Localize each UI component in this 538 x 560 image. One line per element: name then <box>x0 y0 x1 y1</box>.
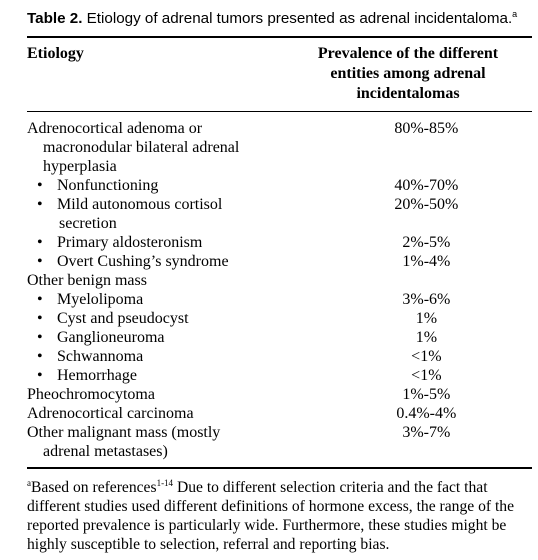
bullet-icon: • <box>37 291 43 308</box>
prevalence-cell: <1% <box>411 348 442 365</box>
footnote-line: different studies used different definitions of hormone excess, the range of the <box>27 498 515 515</box>
prevalence-cell: 20%-50% <box>394 196 459 213</box>
bullet-icon: • <box>37 177 43 194</box>
table-row <box>27 214 532 233</box>
footnote-text: Due to different selection criteria and the fact that <box>173 479 488 496</box>
etiology-cell <box>27 347 321 366</box>
etiology-cell <box>27 252 321 271</box>
footnote-text: Based on references <box>31 479 157 496</box>
header-etiology: Etiology <box>27 45 84 62</box>
etiology-cell <box>27 328 321 347</box>
table-row <box>27 404 532 423</box>
prevalence-cell: 1%-4% <box>402 253 451 270</box>
etiology-text: Overt Cushing’s syndrome <box>57 253 229 270</box>
etiology-cell: Adrenocortical carcinoma <box>27 405 194 422</box>
table-caption-label: Table 2. <box>27 10 83 27</box>
bullet-icon: • <box>37 310 43 327</box>
header-prevalence-line: entities among adrenal <box>330 65 486 82</box>
bullet-icon: • <box>37 329 43 346</box>
etiology-cell <box>27 290 321 309</box>
etiology-cell: hyperplasia <box>43 158 117 175</box>
table-row <box>27 233 532 252</box>
footnote-marker: a <box>27 478 31 488</box>
footnote-ref-range: 1-14 <box>156 478 174 488</box>
top-rule <box>27 36 532 38</box>
table-row <box>27 195 532 214</box>
table-caption-note-marker: a <box>512 9 518 19</box>
prevalence-cell: 1%-5% <box>402 386 451 403</box>
etiology-text: Nonfunctioning <box>57 177 159 194</box>
prevalence-cell: <1% <box>411 367 442 384</box>
table-row <box>27 328 532 347</box>
etiology-cell: secretion <box>59 215 117 232</box>
etiology-cell <box>27 366 321 385</box>
table-row <box>27 157 532 176</box>
bullet-icon: • <box>37 367 43 384</box>
header-prevalence <box>300 44 516 104</box>
etiology-text: Mild autonomous cortisol <box>57 196 223 213</box>
footnote-line: reported prevalence is particularly wide. Furthermore, these studies might be <box>27 517 507 534</box>
table-row <box>27 252 532 271</box>
table-footnote <box>27 478 532 554</box>
prevalence-cell: 0.4%-4% <box>396 405 457 422</box>
header-rule <box>27 111 532 112</box>
etiology-cell: Other malignant mass (mostly <box>27 424 221 441</box>
bullet-icon: • <box>37 196 43 213</box>
etiology-cell <box>27 195 321 214</box>
table-row <box>27 176 532 195</box>
table-row <box>27 366 532 385</box>
footnote-line <box>27 478 532 497</box>
etiology-cell <box>27 176 321 195</box>
prevalence-cell: 1% <box>415 310 438 327</box>
etiology-text: Myelolipoma <box>57 291 144 308</box>
table-row <box>27 442 532 461</box>
bullet-icon: • <box>37 253 43 270</box>
table-caption-text: Etiology of adrenal tumors presented as adrenal incidentaloma. <box>82 10 513 27</box>
table-row <box>27 271 532 290</box>
bottom-rule <box>27 467 532 469</box>
etiology-cell: Pheochromocytoma <box>27 386 155 403</box>
table-row <box>27 138 532 157</box>
etiology-text: Schwannoma <box>57 348 144 365</box>
etiology-cell <box>27 233 321 252</box>
etiology-text: Hemorrhage <box>57 367 137 384</box>
bullet-icon: • <box>37 348 43 365</box>
header-prevalence-line: Prevalence of the different <box>317 45 499 62</box>
prevalence-cell: 1% <box>415 329 438 346</box>
prevalence-cell: 80%-85% <box>394 120 459 137</box>
etiology-text: Ganglioneuroma <box>57 329 165 346</box>
prevalence-cell: 40%-70% <box>394 177 459 194</box>
etiology-cell: Adrenocortical adenoma or <box>27 120 203 137</box>
etiology-cell: Other benign mass <box>27 272 147 289</box>
table-row <box>27 119 532 138</box>
table-row <box>27 423 532 442</box>
table-row <box>27 309 532 328</box>
table-row <box>27 385 532 404</box>
table-body <box>27 119 532 461</box>
prevalence-cell: 3%-7% <box>402 424 451 441</box>
etiology-cell: adrenal metastases) <box>43 443 168 460</box>
etiology-text: Primary aldosteronism <box>57 234 203 251</box>
bullet-icon: • <box>37 234 43 251</box>
etiology-cell <box>27 309 321 328</box>
prevalence-cell: 3%-6% <box>402 291 451 308</box>
table-row <box>27 347 532 366</box>
prevalence-cell: 2%-5% <box>402 234 451 251</box>
etiology-text: Cyst and pseudocyst <box>57 310 189 327</box>
etiology-cell: macronodular bilateral adrenal <box>43 139 240 156</box>
table-caption <box>27 8 532 30</box>
header-prevalence-line: incidentalomas <box>356 85 460 102</box>
footnote-line: highly susceptible to selection, referral and reporting bias. <box>27 536 390 553</box>
table-row <box>27 290 532 309</box>
